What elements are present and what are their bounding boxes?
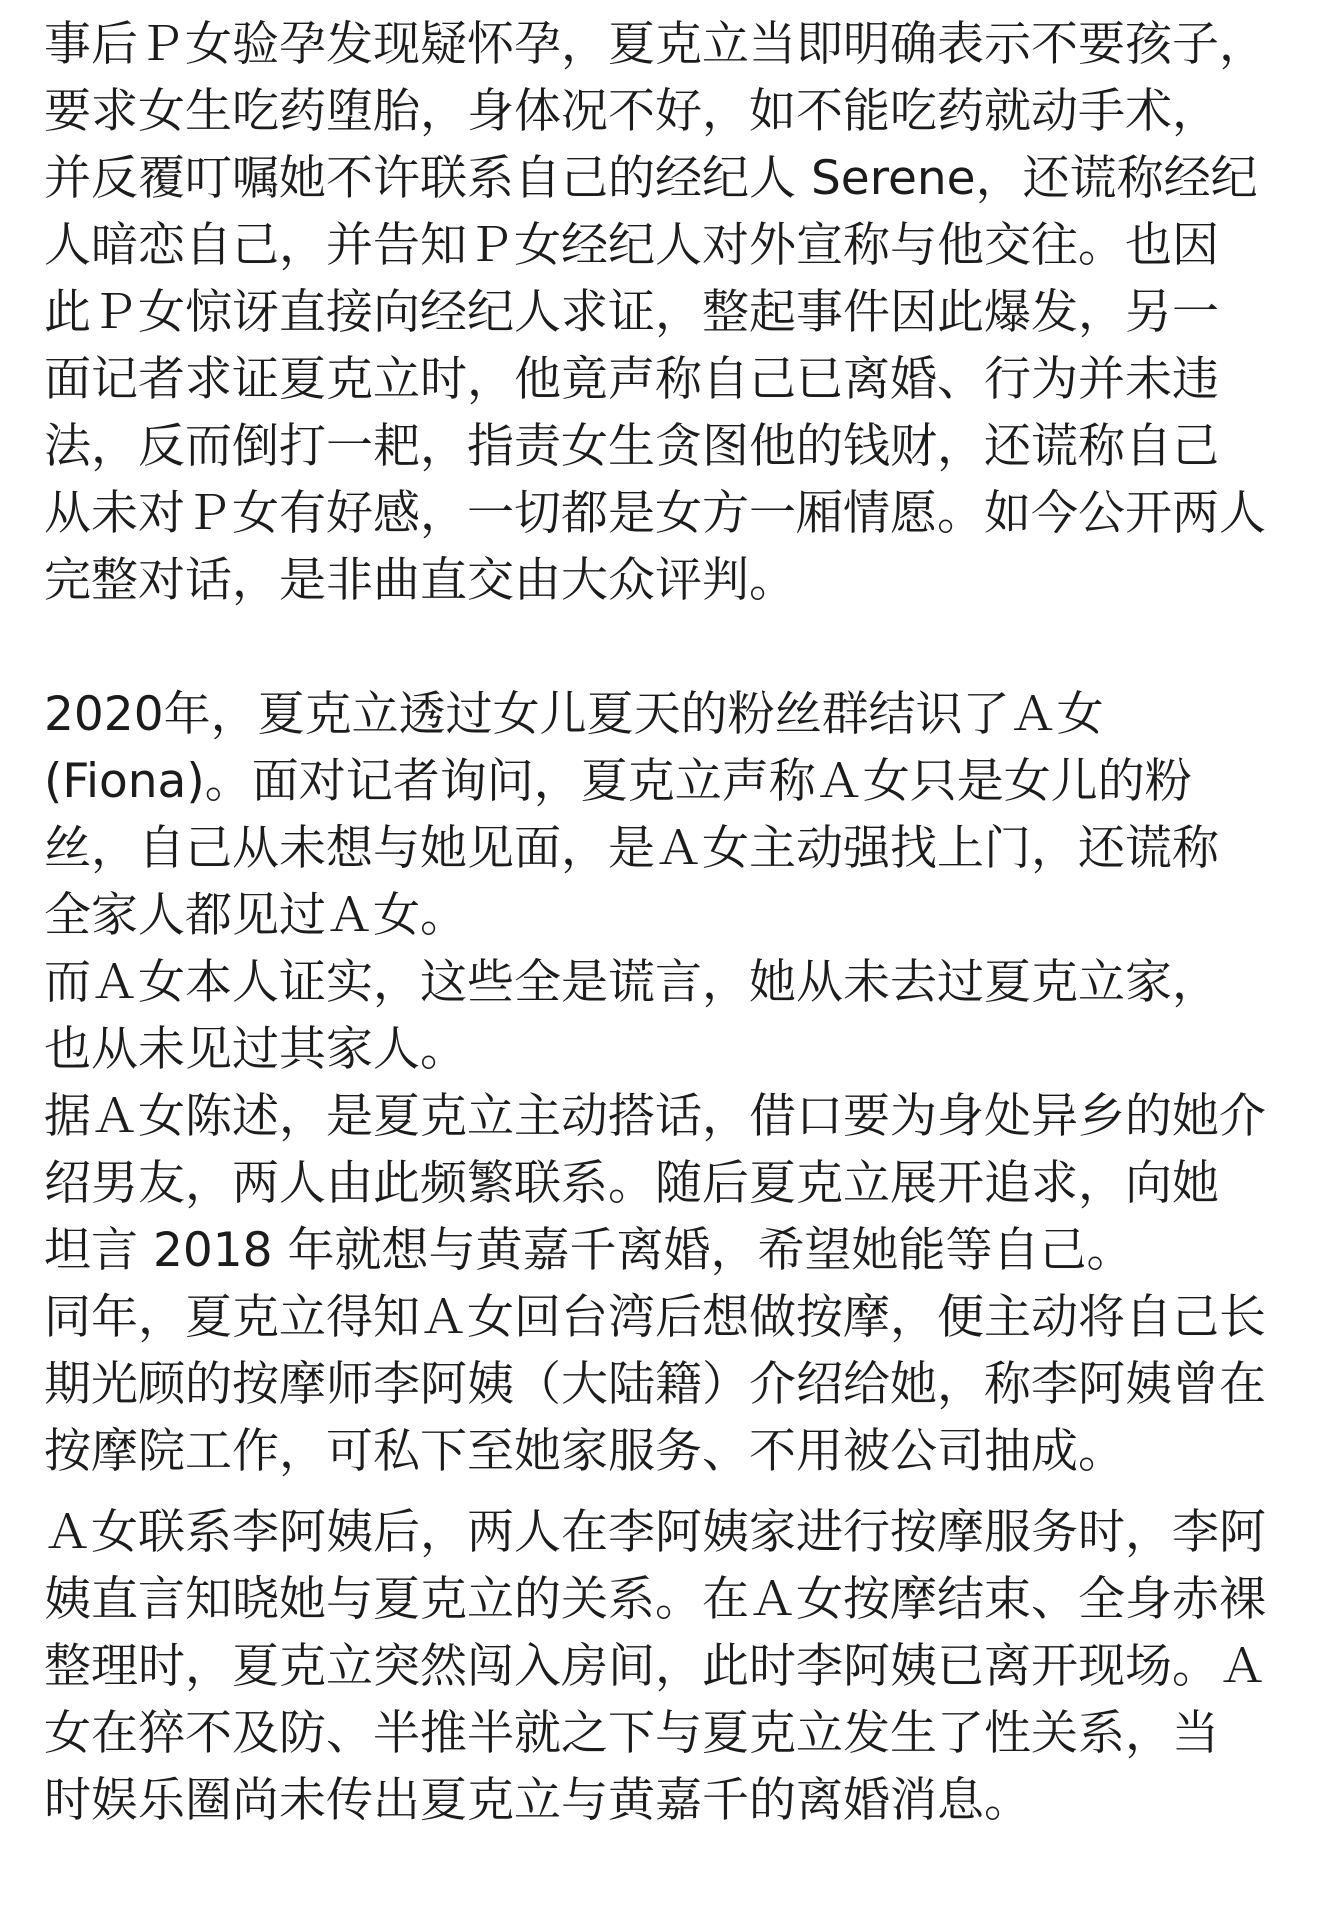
text-line: 坦言 2018 年就想与黄嘉千离婚，希望她能等自己。: [44, 1223, 1134, 1278]
text-line: 也从未见过其家人。: [44, 1022, 467, 1077]
article-body: [44, 0, 1284, 1834]
text-line: 据Ａ女陈述，是夏克立主动搭话，借口要为身处异乡的她介: [44, 1089, 1266, 1144]
text-line: 从未对Ｐ女有好感，一切都是女方一厢情愿。如今公开两人: [44, 486, 1266, 541]
text-line: 女在猝不及防、半推半就之下与夏克立发生了性关系，当: [44, 1706, 1219, 1761]
text-line: 丝，自己从未想与她见面，是Ａ女主动强找上门，还谎称: [44, 821, 1219, 876]
text-line: 事后Ｐ女验孕发现疑怀孕，夏克立当即明确表示不要孩子，: [44, 17, 1266, 72]
text-line: 姨直言知晓她与夏克立的关系。在Ａ女按摩结束、全身赤裸: [44, 1572, 1266, 1627]
text-line: Ａ女联系李阿姨后，两人在李阿姨家进行按摩服务时，李阿: [44, 1505, 1266, 1560]
text-line: (Fiona)。面对记者询问，夏克立声称Ａ女只是女儿的粉: [44, 754, 1192, 809]
paragraph-spacer: [44, 1485, 1284, 1499]
text-line: 期光顾的按摩师李阿姨（大陆籍）介绍给她，称李阿姨曾在: [44, 1357, 1266, 1412]
text-line: 要求女生吃药堕胎，身体况不好，如不能吃药就动手术，: [44, 84, 1219, 139]
paragraph-massage: [44, 1499, 1284, 1834]
text-line: 绍男友，两人由此频繁联系。随后夏克立展开追求，向她: [44, 1156, 1219, 1211]
text-line: 人暗恋自己，并告知Ｐ女经纪人对外宣称与他交往。也因: [44, 218, 1219, 273]
text-line: 整理时，夏克立突然闯入房间，此时李阿姨已离开现场。Ａ: [44, 1639, 1266, 1694]
text-line: 完整对话，是非曲直交由大众评判。: [44, 553, 796, 608]
paragraph-p-woman: [44, 0, 1284, 614]
paragraph-a-woman-2020: [44, 681, 1284, 1485]
text-line: 时娱乐圈尚未传出夏克立与黄嘉千的离婚消息。: [44, 1773, 1031, 1828]
text-line: 此Ｐ女惊讶直接向经纪人求证，整起事件因此爆发，另一: [44, 285, 1219, 340]
text-line: 按摩院工作，可私下至她家服务、不用被公司抽成。: [44, 1424, 1125, 1479]
text-line: 面记者求证夏克立时，他竟声称自己已离婚、行为并未违: [44, 352, 1219, 407]
text-line: 法，反而倒打一耙，指责女生贪图他的钱财，还谎称自己: [44, 419, 1219, 474]
text-line: 全家人都见过Ａ女。: [44, 888, 467, 943]
text-line: 而Ａ女本人证实，这些全是谎言，她从未去过夏克立家，: [44, 955, 1219, 1010]
paragraph-spacer: [44, 614, 1284, 681]
text-line: 同年，夏克立得知Ａ女回台湾后想做按摩，便主动将自己长: [44, 1290, 1266, 1345]
text-line: 并反覆叮嘱她不许联系自己的经纪人 Serene，还谎称经纪: [44, 151, 1258, 206]
text-line: 2020年，夏克立透过女儿夏天的粉丝群结识了Ａ女: [44, 687, 1104, 742]
